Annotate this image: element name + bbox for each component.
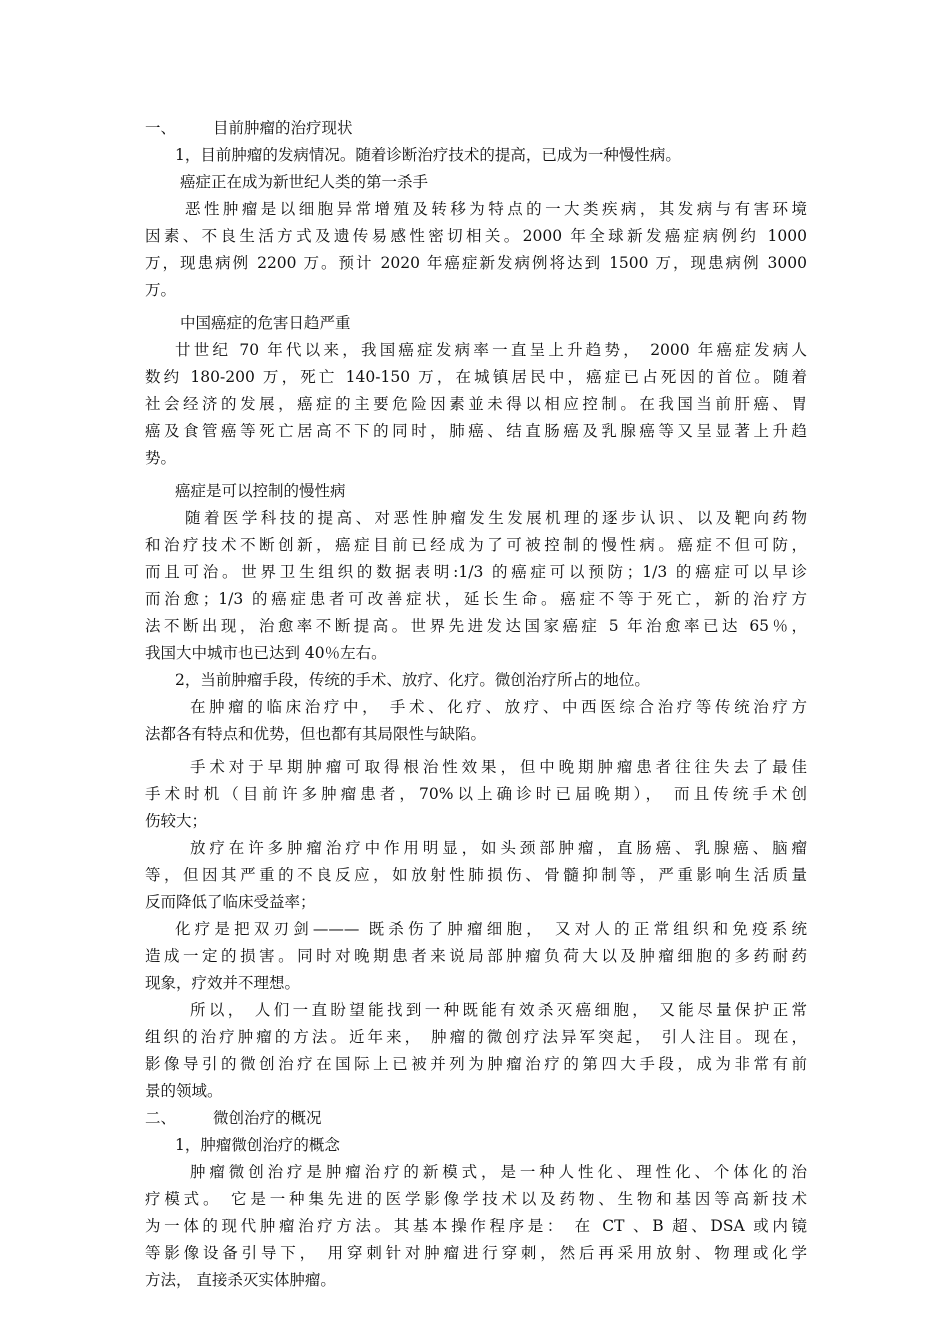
text-line: 而治愈；1/3 的癌症患者可改善症状，延长生命。癌症不等于死亡，新的治疗方 xyxy=(145,590,807,608)
text-line: 万，现患病例 2200 万。预计 2020 年癌症新发病例将达到 1500 万，现患病例 3000 xyxy=(145,254,807,272)
text-line: 疗模式。 它是一种集先进的医学影像学技术以及药物、生物和基因等高新技术 xyxy=(145,1190,807,1208)
text-line: 2，当前肿瘤手段，传统的手术、放疗、化疗。微创治疗所占的地位。 xyxy=(175,671,650,689)
section-title: 目前肿瘤的治疗现状 xyxy=(213,119,353,137)
text-line: 放疗在许多肿瘤治疗中作用明显，如头颈部肿瘤，直肠癌、乳腺癌、脑瘤 xyxy=(190,839,807,857)
text-line: 势。 xyxy=(145,449,177,467)
text-line: 伤较大； xyxy=(145,812,208,830)
text-line: 万。 xyxy=(145,281,177,299)
text-line: 在肿瘤的临床治疗中， 手术、化疗、放疗、中西医综合治疗等传统治疗方 xyxy=(190,698,807,716)
text-line: 和治疗技术不断创新，癌症目前已经成为了可被控制的慢性病。癌症不但可防， xyxy=(145,536,807,554)
text-line: 为一体的现代肿瘤治疗方法。其基本操作程序是： 在 CT 、B 超、DSA 或内镜 xyxy=(145,1217,807,1235)
text-line: 手术对于早期肿瘤可取得根治性效果，但中晚期肿瘤患者往往失去了最佳 xyxy=(190,758,807,776)
text-line: 因素、不良生活方式及遗传易感性密切相关。2000 年全球新发癌症病例约 1000 xyxy=(145,227,807,245)
text-line: 现象，疗效并不理想。 xyxy=(145,974,301,992)
text-line: 所以， 人们一直盼望能找到一种既能有效杀灭癌细胞， 又能尽量保护正常 xyxy=(190,1001,807,1019)
text-line: 造成一定的损害。同时对晚期患者来说局部肿瘤负荷大以及肿瘤细胞的多药耐药 xyxy=(145,947,807,965)
section-number: 二、 xyxy=(145,1109,177,1127)
text-line: 廿世纪 70 年代以来，我国癌症发病率一直呈上升趋势， 2000 年癌症发病人 xyxy=(175,341,807,359)
section-heading-2 xyxy=(145,1108,322,1128)
text-line: 反而降低了临床受益率； xyxy=(145,893,316,911)
text-line: 方法， 直接杀灭实体肿瘤。 xyxy=(145,1271,336,1289)
text-line: 手术时机（目前许多肿瘤患者，70%以上确诊时已届晚期）， 而且传统手术创 xyxy=(145,785,807,803)
section-title: 微创治疗的概况 xyxy=(213,1109,322,1127)
text-line: 组织的治疗肿瘤的方法。近年来， 肿瘤的微创疗法异军突起， 引人注目。现在， xyxy=(145,1028,807,1046)
subheading: 癌症正在成为新世纪人类的第一杀手 xyxy=(180,173,429,191)
section-number: 一、 xyxy=(145,119,177,137)
text-line: 法不断出现，治愈率不断提高。世界先进发达国家癌症 5 年治愈率已达 65％， xyxy=(145,617,807,635)
text-line: 数约 180-200 万，死亡 140-150 万，在城镇居民中，癌症已占死因的首位。随着 xyxy=(145,368,807,386)
text-line: 恶性肿瘤是以细胞异常增殖及转移为特点的一大类疾病，其发病与有害环境 xyxy=(185,200,807,218)
text-line: 化疗是把双刃剑——— 既杀伤了肿瘤细胞， 又对人的正常组织和免疫系统 xyxy=(175,920,807,938)
text-line: 1，肿瘤微创治疗的概念 xyxy=(175,1136,340,1154)
text-line: 随着医学科技的提高、对恶性肿瘤发生发展机理的逐步认识、以及靶向药物 xyxy=(185,509,807,527)
text-line: 等，但因其严重的不良反应，如放射性肺损伤、骨髓抑制等，严重影响生活质量 xyxy=(145,866,807,884)
subheading: 中国癌症的危害日趋严重 xyxy=(180,314,351,332)
text-line: 1，目前肿瘤的发病情况。随着诊断治疗技术的提高，已成为一种慢性病。 xyxy=(175,146,681,164)
section-heading-1 xyxy=(145,118,353,138)
text-line: 我国大中城市也已达到 40％左右。 xyxy=(145,644,387,662)
text-line: 法都各有特点和优势，但也都有其局限性与缺陷。 xyxy=(145,725,487,743)
subheading: 癌症是可以控制的慢性病 xyxy=(175,482,346,500)
text-line: 影像导引的微创治疗在国际上已被并列为肿瘤治疗的第四大手段，成为非常有前 xyxy=(145,1055,807,1073)
text-line: 社会经济的发展，癌症的主要危险因素並未得以相应控制。在我国当前肝癌、胃 xyxy=(145,395,807,413)
text-line: 景的领域。 xyxy=(145,1082,223,1100)
text-line: 等影像设备引导下， 用穿刺针对肿瘤进行穿刺，然后再采用放射、物理或化学 xyxy=(145,1244,807,1262)
text-line: 而且可治。世界卫生组织的数据表明:1/3 的癌症可以预防；1/3 的癌症可以早诊 xyxy=(145,563,807,581)
text-line: 肿瘤微创治疗是肿瘤治疗的新模式，是一种人性化、理性化、个体化的治 xyxy=(190,1163,807,1181)
text-line: 癌及食管癌等死亡居高不下的同时，肺癌、结直肠癌及乳腺癌等又呈显著上升趋 xyxy=(145,422,807,440)
